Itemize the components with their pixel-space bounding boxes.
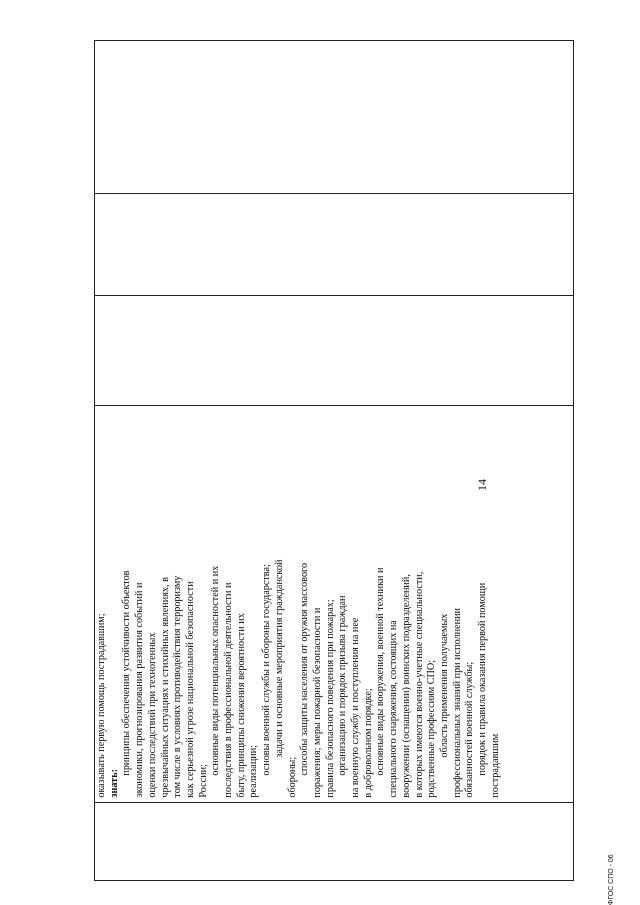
requirements-text xyxy=(95,406,503,802)
text-line: обязанностей военной службы; xyxy=(464,661,476,798)
text-line: на военную службу и поступления на нее xyxy=(350,617,362,798)
table-cell-empty-5 xyxy=(95,41,574,194)
text-line: специального снаряжения, состоящих на xyxy=(388,620,400,798)
footer-code: ФГОС СПО - 06 xyxy=(608,854,615,905)
text-line: том числе в условиях противодействия терроризму xyxy=(172,575,184,798)
text-line: способы защиты населения от оружия массового xyxy=(299,562,311,776)
text-line: в добровольном порядке; xyxy=(362,688,374,798)
text-line: организацию и порядок призыва граждан xyxy=(337,595,349,776)
section-label-know: знать: xyxy=(108,769,120,798)
text-line: основные виды вооружения, военной техники и xyxy=(375,567,387,776)
table-cell-empty-3 xyxy=(95,295,574,405)
text-line: принципы обеспечения устойчивости объектов xyxy=(121,570,133,776)
text-line: в которых имеются военно-учетные специальности, xyxy=(413,571,425,798)
table-cell-empty-4 xyxy=(95,193,574,295)
text-line: обороны; xyxy=(286,756,298,798)
text-line: быту, принципы снижения вероятности их xyxy=(235,613,247,798)
text-line: последствия в профессиональной деятельности и xyxy=(223,582,235,798)
page-number: 14 xyxy=(475,479,489,491)
text-line: основные виды потенциальных опасностей и их xyxy=(210,565,222,776)
text-line: основы военной службы и обороны государства; xyxy=(261,564,273,776)
text-line: пострадавшим xyxy=(489,733,501,798)
table-cell-empty-1 xyxy=(95,802,574,880)
text-line: России; xyxy=(197,764,209,798)
text-line: реализации; xyxy=(248,744,260,798)
text-line: область применения получаемых xyxy=(438,613,450,758)
table-row xyxy=(95,41,574,881)
text-line: чрезвычайных ситуациях и стихийных явлениях, в xyxy=(159,577,171,798)
table-cell-content xyxy=(95,405,574,802)
text-line: порядок и правила оказания первой помощи xyxy=(477,582,489,776)
text-line: вооружении (оснащении) воинских подразделений, xyxy=(400,574,412,798)
text-line: как серьезной угрозе национальной безопасности xyxy=(184,581,196,798)
text-line: оказывать первую помощь пострадавшим; xyxy=(96,613,107,798)
text-line: задачи и основные мероприятия гражданской xyxy=(273,559,285,758)
text-line: оценки последствий при техногенных xyxy=(146,632,158,798)
text-line: поражения; меры пожарной безопасности и xyxy=(311,607,323,798)
text-line: экономики, прогнозирования развития событий и xyxy=(134,582,146,798)
text-line: профессиональных знаний при исполнении xyxy=(451,608,463,798)
standards-table xyxy=(94,40,574,881)
text-line: родственные профессиям СПО; xyxy=(426,659,438,798)
text-line: правила безопасного поведения при пожарах; xyxy=(324,599,336,798)
